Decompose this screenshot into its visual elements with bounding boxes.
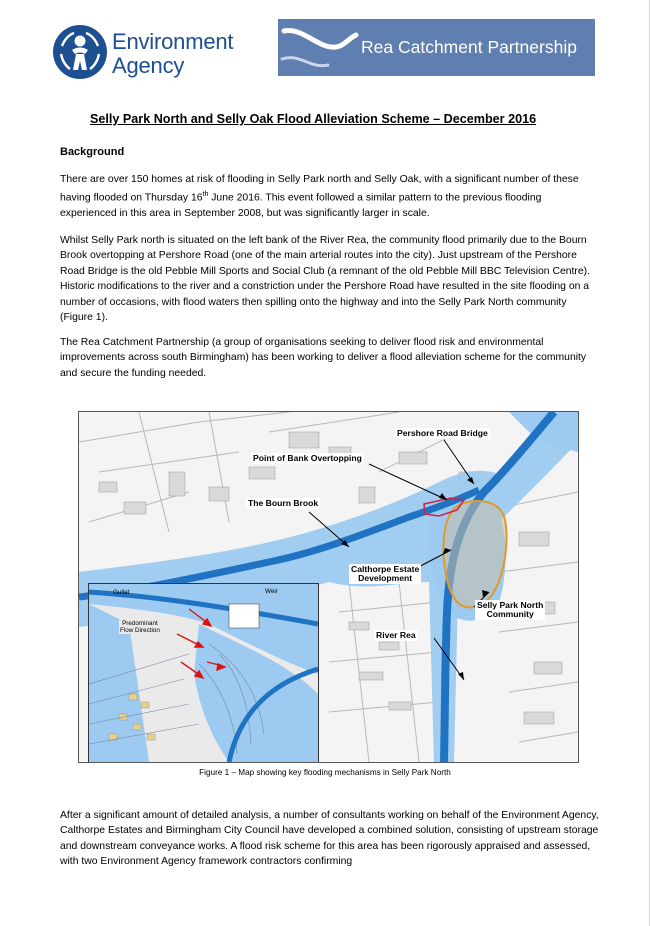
calthorpe-line-1: Calthorpe Estate bbox=[351, 564, 420, 574]
partner-banner-text: Rea Catchment Partnership bbox=[361, 37, 577, 57]
flow-direction-line-2: Flow Direction bbox=[120, 627, 160, 634]
flow-direction-label bbox=[119, 620, 161, 634]
label-selly-park-north-community bbox=[475, 600, 545, 620]
section-heading: Background bbox=[60, 146, 125, 158]
environment-agency-wordmark bbox=[112, 30, 233, 78]
label-river-rea: River Rea bbox=[376, 630, 416, 640]
inset-map-graphic bbox=[89, 584, 318, 762]
label-calthorpe-estate-development bbox=[349, 564, 421, 584]
ea-logo-line-2: Agency bbox=[112, 53, 185, 78]
environment-agency-emblem-icon bbox=[52, 24, 108, 80]
paragraph-2: Whilst Selly Park north is situated on the left bank of the River Rea, the community flood primarily due to the Bourn Brook overtopping at Pershore Road (one of the main arterial routes into the city). Just upstream of the Pershore Road Bridge is the old Pebble Mill Sports and Social Club (a remnant of the old Pebble Mill BBC Television Centre). Historic modifications to the river and a constriction under the Pershore Road have resulted in the site flooding on a number of occasions, with flood waters then spilling onto the highway and into the Selly Park North community (Figure 1). bbox=[60, 235, 591, 324]
inset-gullet-label: Gullet bbox=[113, 589, 130, 596]
inset-weir-label: Weir bbox=[265, 588, 278, 595]
paragraph-4: After a significant amount of detailed analysis, a number of consultants working on behalf of the Environment Agency, Calthorpe Estates and Birmingham City Council have developed a combined solution, consisting of upstream storage and downstream conveyance works. A flood risk scheme for this area has been rigorously appraised and assessed, with two Environment Agency framework contractors confirming bbox=[60, 810, 599, 868]
ea-logo-line-1: Environment bbox=[112, 29, 234, 54]
environment-agency-logo bbox=[52, 24, 257, 88]
paragraph-3: The Rea Catchment Partnership (a group of organisations seeking to deliver flood risk and environmental improvements across south Birmingham) has been working to deliver a flood alleviation scheme for the community and secure the funding needed. bbox=[60, 337, 587, 379]
inset-map bbox=[88, 583, 319, 763]
figure-caption: Figure 1 – Map showing key flooding mechanisms in Selly Park North bbox=[199, 768, 451, 777]
label-point-of-bank-overtopping: Point of Bank Overtopping bbox=[253, 453, 362, 463]
paragraph-1-text-a: There are over 150 homes at risk of flooding in Selly Park north and Selly Oak, with a significant number of these having flooded on Thursday 16 bbox=[60, 174, 579, 204]
document-title: Selly Park North and Selly Oak Flood Alleviation Scheme – December 2016 bbox=[90, 112, 537, 126]
paragraph-1-superscript: th bbox=[202, 191, 209, 199]
paragraph-1 bbox=[60, 172, 600, 222]
label-pershore-road-bridge: Pershore Road Bridge bbox=[397, 428, 488, 438]
label-bourn-brook: The Bourn Brook bbox=[248, 498, 319, 508]
flood-mechanisms-map bbox=[78, 411, 579, 763]
selly-park-line-1: Selly Park North bbox=[477, 600, 544, 610]
selly-park-line-2: Community bbox=[486, 609, 534, 619]
rea-catchment-partnership-banner bbox=[278, 19, 595, 76]
paragraph-1-text-b: June 2016. This event followed a similar pattern to the previous flooding experienced in this area in September 2008, but was significantly larger in scale. bbox=[60, 192, 542, 220]
flow-direction-line-1: Predominant bbox=[122, 620, 158, 627]
calthorpe-line-2: Development bbox=[358, 573, 413, 583]
